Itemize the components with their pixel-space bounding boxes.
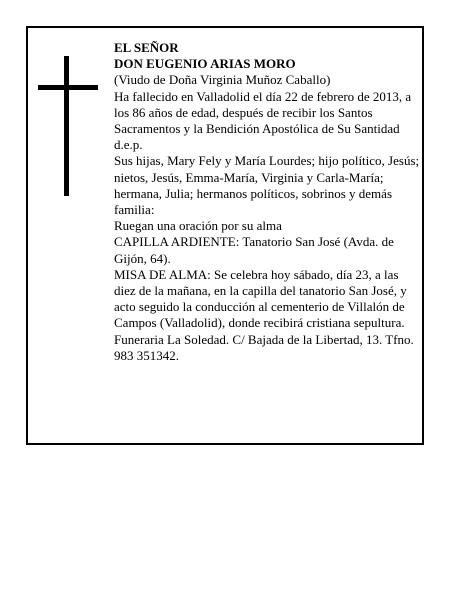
prayer-request: Ruegan una oración por su alma bbox=[114, 218, 282, 234]
family-list: Sus hijas, Mary Fely y María Lourdes; hijo político, Jesús; nietos, Jesús, Emma-María, Virginia y Carla-María; hermana, Julia; hermanos políticos, sobrinos y demás familia: bbox=[114, 153, 420, 218]
chapel-info: CAPILLA ARDIENTE: Tanatorio San José (Avda. de Gijón, 64). bbox=[114, 234, 394, 266]
cross-horizontal-bar bbox=[38, 85, 98, 90]
mass-info: MISA DE ALMA: Se celebra hoy sábado, día 23, a las diez de la mañana, en la capilla del tanatorio San José, y acto seguido la conducción al cementerio de Villalón de Campos (Valladolid), donde recibirá cristiana sepultura. bbox=[114, 266, 407, 331]
notice-text bbox=[114, 40, 420, 364]
notice-title: EL SEÑOR bbox=[114, 40, 179, 55]
widower-line: (Viudo de Doña Virginia Muñoz Caballo) bbox=[114, 72, 331, 88]
funeral-home-info: Funeraria La Soledad. C/ Bajada de la Libertad, 13. Tfno. 983 351342. bbox=[114, 331, 414, 363]
death-announcement: Ha fallecido en Valladolid el día 22 de febrero de 2013, a los 86 años de edad, después de recibir los Santos Sacramentos y la Bendición Apostólica de Su Santidad bbox=[114, 88, 412, 137]
dep-line: d.e.p. bbox=[114, 137, 143, 153]
cross-vertical-bar bbox=[64, 56, 69, 196]
deceased-name: DON EUGENIO ARIAS MORO bbox=[114, 56, 296, 72]
